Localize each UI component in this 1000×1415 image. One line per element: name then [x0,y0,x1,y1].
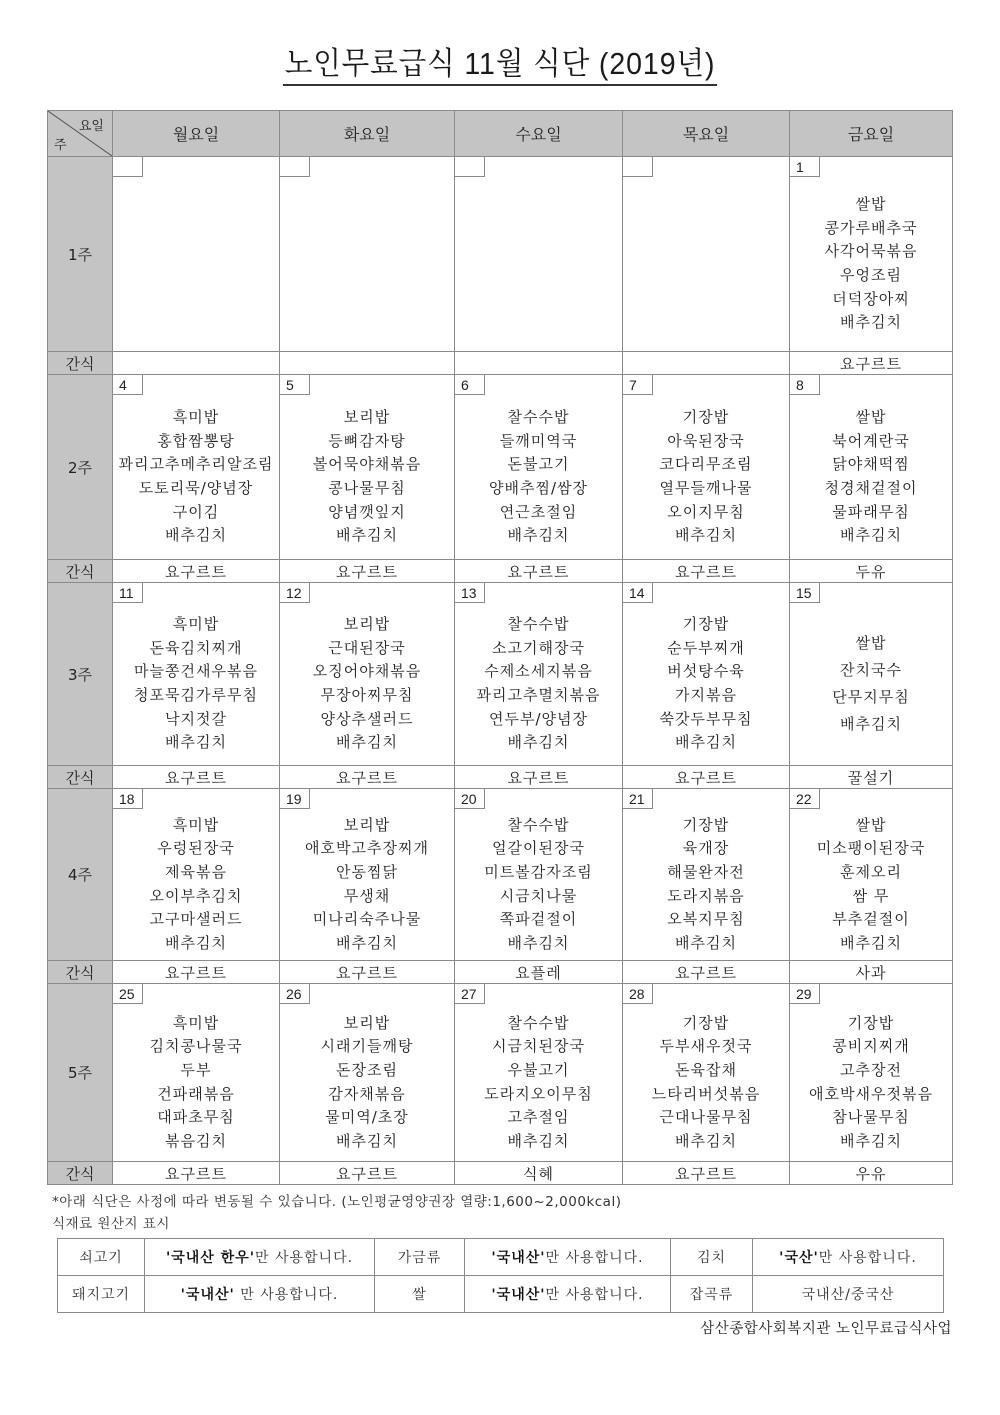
menu-item: 청포묵김가루무침 [134,686,258,704]
menu-item: 들깨미역국 [499,431,578,450]
menu-item: 양배추찜/쌈장 [489,479,588,497]
menu-item: 우엉조림 [840,266,902,284]
menu-items [623,399,789,555]
origin-text: 만 사용합니다. [818,1250,917,1266]
menu-item: 열무들깨나물 [659,479,753,497]
menu-item: 흑미밥 [172,615,220,634]
menu-item: 꽈리고추메추리알조림 [118,455,274,474]
week-row [48,583,953,766]
date-box: 19 [280,789,310,809]
menu-item: 구이김 [172,502,220,521]
day-cell [455,789,623,961]
date-box [455,157,485,177]
week-row [48,789,953,961]
menu-item: 배추김치 [840,313,902,332]
menu-item: 배추김치 [507,526,570,545]
menu-item: 오이부추김치 [149,886,243,905]
menu-item: 시금치된장국 [492,1037,585,1056]
menu-items [455,399,622,555]
origin-value [753,1239,944,1276]
menu-item: 배추김치 [507,1131,570,1150]
footer-organization: 삼산종합사회복지관 노인무료급식사업 [700,1321,952,1337]
weeks-body [48,157,953,1185]
menu-item: 보리밥 [343,1013,391,1032]
menu-items [113,813,279,956]
menu-item: 돈장조림 [336,1060,398,1079]
snack-row [48,961,953,984]
menu-item: 배추김치 [840,526,902,545]
day-cell [280,984,455,1162]
date-box: 12 [280,583,310,603]
menu-item: 소고기해장국 [492,638,585,657]
menu-item: 쌀밥 [855,195,887,214]
menu-item: 배추김치 [675,933,737,952]
snack-cell: 요구르트 [280,560,455,583]
snack-cell: 요구르트 [623,766,790,789]
menu-items [790,813,952,956]
menu-items [455,181,622,347]
menu-item: 수제소세지볶음 [484,662,593,681]
menu-items [623,181,789,347]
origin-text: 만 사용합니다. [234,1287,339,1303]
header-monday: 월요일 [113,111,280,157]
menu-item: 근대된장국 [328,638,406,657]
origin-heading: 식재료 원산지 표시 [52,1216,170,1232]
menu-item: 고구마샐러드 [149,910,243,929]
menu-item: 배추김치 [165,526,227,545]
menu-items [623,813,789,956]
menu-item: 볶음김치 [165,1131,227,1150]
snack-cell [113,352,280,375]
week-label: 3주 [48,583,113,766]
menu-item: 김치콩나물국 [149,1037,243,1056]
menu-item: 가지볶음 [675,686,737,704]
menu-item: 보리밥 [343,815,391,834]
week-label: 1주 [48,157,113,352]
menu-item: 우렁된장국 [157,839,235,858]
menu-item: 찰수수밥 [507,1013,570,1032]
menu-item: 고추절임 [507,1108,570,1127]
day-cell [113,984,280,1162]
week-label: 2주 [48,375,113,560]
day-cell [790,583,953,766]
menu-item: 기장밥 [682,408,730,427]
menu-item: 연근초절임 [499,502,578,521]
date-box: 22 [790,789,820,809]
day-cell [280,157,455,352]
origin-row [58,1276,944,1313]
menu-item: 쌈 무 [852,886,890,905]
date-box [623,157,653,177]
menu-item: 건파래볶음 [157,1084,235,1103]
corner-day-label: 요일 [78,119,104,134]
date-box: 5 [280,375,310,395]
date-box: 13 [455,583,485,603]
day-cell [790,375,953,560]
day-cell [623,375,790,560]
menu-item: 미나리숙주나물 [312,910,422,929]
day-cell [280,789,455,961]
origin-text: 만 사용합니다. [545,1287,644,1303]
menu-item: 흑미밥 [172,408,220,427]
menu-item: 해물완자전 [667,862,745,881]
menu-item: 배추김치 [840,1131,902,1150]
menu-item: 사각어묵볶음 [824,242,918,261]
date-box: 15 [790,583,820,603]
date-box: 8 [790,375,820,395]
menu-item: 잔치국수 [840,661,902,679]
menu-items [280,1008,454,1157]
date-box [113,157,143,177]
menu-item: 배추김치 [675,733,737,752]
menu-item: 보리밥 [343,408,391,427]
menu-items [455,1008,622,1157]
menu-item: 더덕장아찌 [832,289,910,308]
day-cell [455,984,623,1162]
snack-cell: 요구르트 [790,352,953,375]
menu-item: 부추겉절이 [832,910,910,929]
menu-items [623,607,789,761]
menu-item: 배추김치 [336,1131,398,1150]
menu-items [280,607,454,761]
menu-item: 배추김치 [675,1131,737,1150]
menu-item: 제육볶음 [165,862,227,881]
snack-row [48,1162,953,1185]
menu-item: 오이지무침 [667,502,745,521]
menu-item: 무장아찌무침 [320,686,414,704]
menu-item: 코다리무조림 [659,455,753,474]
snack-cell: 요구르트 [623,961,790,984]
snack-cell: 식혜 [455,1162,623,1185]
date-box: 1 [790,157,820,177]
menu-items [280,813,454,956]
snack-cell: 요구르트 [455,560,623,583]
snack-row [48,766,953,789]
menu-item: 배추김치 [840,715,902,733]
menu-items [790,1008,952,1157]
snack-cell: 요구르트 [113,1162,280,1185]
origin-value [145,1239,375,1276]
menu-item: 쌀밥 [855,634,887,652]
menu-item: 쌀밥 [855,815,887,834]
snack-row [48,560,953,583]
menu-item: 콩가루배추국 [824,218,918,237]
snack-cell: 요구르트 [623,560,790,583]
date-box: 21 [623,789,653,809]
origin-value [145,1276,375,1313]
menu-items [790,399,952,555]
menu-item: 대파초무침 [157,1108,235,1127]
origin-text: 만 사용합니다. [255,1250,354,1266]
menu-item: 쪽파겉절이 [499,910,578,929]
menu-item: 쌀밥 [855,408,887,427]
menu-item: 얼갈이된장국 [492,839,585,858]
menu-item: 콩나물무침 [328,479,406,497]
date-box: 14 [623,583,653,603]
date-box: 29 [790,984,820,1004]
snack-cell: 우유 [790,1162,953,1185]
week-row [48,984,953,1162]
header-tuesday: 화요일 [280,111,455,157]
menu-item: 오징어야채볶음 [312,662,422,681]
date-box: 4 [113,375,143,395]
snack-cell [280,352,455,375]
menu-item: 시래기들깨탕 [320,1037,414,1056]
menu-item: 홍합짬뽕탕 [157,431,235,450]
header-wednesday: 수요일 [455,111,623,157]
origin-category: 김치 [671,1239,753,1276]
snack-cell: 사과 [790,961,953,984]
week-row [48,375,953,560]
menu-item: 기장밥 [682,815,730,834]
menu-item: 무생채 [343,886,391,905]
menu-item: 물미역/초장 [325,1108,409,1127]
date-box [280,157,310,177]
day-cell [790,157,953,352]
origin-emphasis: '국내산' [491,1250,546,1266]
menu-item: 물파래무침 [832,502,910,521]
menu-items [455,813,622,956]
origin-table [57,1238,944,1313]
header-row [48,111,953,157]
week-row [48,157,953,352]
menu-item: 단무지무침 [832,688,910,706]
menu-item: 시금치나물 [499,886,578,905]
snack-cell: 요구르트 [113,961,280,984]
snack-cell: 두유 [790,560,953,583]
page-title-text: 노인무료급식 11월 식단 (2019년) [283,38,717,86]
origin-row [58,1239,944,1276]
menu-items [113,607,279,761]
origin-category: 쇠고기 [58,1239,145,1276]
origin-category: 가금류 [375,1239,465,1276]
menu-item: 배추김치 [165,933,227,952]
menu-item: 배추김치 [507,933,570,952]
snack-cell: 요구르트 [113,560,280,583]
menu-item: 도라지오이무침 [484,1084,593,1103]
menu-item: 두부 [180,1060,212,1079]
date-box: 11 [113,583,143,603]
day-cell [113,375,280,560]
menu-item: 기장밥 [847,1013,895,1032]
menu-item: 보리밥 [343,615,391,634]
menu-item: 배추김치 [165,733,227,752]
snack-cell: 요구르트 [280,1162,455,1185]
menu-item: 순두부찌개 [667,638,745,657]
menu-item: 등뼈감자탕 [328,431,406,450]
day-cell [623,984,790,1162]
menu-item: 쑥갓두부무침 [659,709,753,728]
menu-item: 아욱된장국 [667,431,745,450]
menu-item: 미소팽이된장국 [816,839,926,858]
date-box: 28 [623,984,653,1004]
menu-item: 육개장 [682,839,730,858]
menu-item: 고추장전 [840,1060,902,1079]
origin-emphasis: '국산' [779,1250,819,1266]
menu-item: 오복지무침 [667,910,745,929]
origin-category: 돼지고기 [58,1276,145,1313]
menu-item: 꽈리고추멸치볶음 [476,686,601,704]
snack-cell: 요구르트 [280,961,455,984]
day-cell [623,583,790,766]
menu-items [113,399,279,555]
snack-cell: 꿀설기 [790,766,953,789]
day-cell [455,583,623,766]
menu-item: 도토리묵/양념장 [138,479,254,497]
origin-text: 국내산/중국산 [801,1287,895,1303]
menu-item: 양상추샐러드 [320,709,414,728]
corner-header [48,111,113,157]
menu-item: 양념깻잎지 [328,502,406,521]
snack-row [48,352,953,375]
snack-label: 간식 [48,352,113,375]
origin-category: 쌀 [375,1276,465,1313]
origin-text: 만 사용합니다. [545,1250,644,1266]
menu-item: 돈불고기 [507,455,570,474]
menu-item: 두부새우젓국 [659,1037,753,1056]
menu-item: 근대나물무침 [659,1108,753,1127]
notice-line: *아래 식단은 사정에 따라 변동될 수 있습니다. (노인평균영양권장 열량:1,600~2,000kcal) [52,1194,622,1210]
date-box: 27 [455,984,485,1004]
menu-item: 배추김치 [336,933,398,952]
menu-item: 돈육잡채 [675,1060,737,1079]
menu-item: 청경채겉절이 [824,479,918,497]
menu-item: 도라지볶음 [667,886,745,905]
menu-item: 기장밥 [682,1013,730,1032]
menu-items [113,1008,279,1157]
header-friday: 금요일 [790,111,953,157]
menu-items [280,181,454,347]
menu-item: 흑미밥 [172,1013,220,1032]
day-cell [455,375,623,560]
snack-cell [455,352,623,375]
day-cell [280,375,455,560]
menu-item: 배추김치 [675,526,737,545]
day-cell [113,583,280,766]
origin-emphasis: '국내산' [491,1287,546,1303]
snack-cell: 요구르트 [280,766,455,789]
menu-item: 콩비지찌개 [832,1037,910,1056]
menu-item: 훈제오리 [840,862,902,881]
day-cell [790,789,953,961]
menu-item: 배추김치 [507,733,570,752]
menu-item: 느타리버섯볶음 [651,1084,761,1103]
day-cell [455,157,623,352]
menu-item: 배추김치 [336,733,398,752]
menu-item: 돈육김치찌개 [149,638,243,657]
origin-value [753,1276,944,1313]
menu-item: 북어계란국 [832,431,910,450]
day-cell [113,789,280,961]
snack-cell: 요구르트 [623,1162,790,1185]
date-box: 26 [280,984,310,1004]
menu-item: 낙지젓갈 [165,709,227,728]
date-box: 7 [623,375,653,395]
menu-items [790,181,952,347]
menu-item: 애호박새우젓볶음 [809,1084,933,1103]
origin-emphasis: '국내산' [180,1287,235,1303]
menu-item: 애호박고추장찌개 [305,839,429,858]
origin-emphasis: '국내산 한우' [165,1250,256,1266]
day-cell [790,984,953,1162]
menu-item: 감자채볶음 [328,1084,406,1103]
snack-cell [623,352,790,375]
week-label: 5주 [48,984,113,1162]
snack-cell: 요플레 [455,961,623,984]
menu-item: 닭야채떡찜 [832,455,910,474]
snack-cell: 요구르트 [113,766,280,789]
snack-label: 간식 [48,766,113,789]
menu-item: 찰수수밥 [507,815,570,834]
menu-item: 우불고기 [507,1060,570,1079]
snack-label: 간식 [48,1162,113,1185]
menu-item: 흑미밥 [172,815,220,834]
day-cell [280,583,455,766]
menu-item: 버섯탕수육 [667,662,745,681]
header-thursday: 목요일 [623,111,790,157]
date-box: 20 [455,789,485,809]
page-title [0,38,1000,86]
menu-item: 찰수수밥 [507,615,570,634]
day-cell [113,157,280,352]
day-cell [623,157,790,352]
origin-value [465,1239,671,1276]
date-box: 18 [113,789,143,809]
menu-items [623,1008,789,1157]
date-box: 25 [113,984,143,1004]
menu-item: 참나물무침 [832,1108,910,1127]
menu-item: 연두부/양념장 [489,709,588,728]
day-cell [623,789,790,961]
snack-cell: 요구르트 [455,766,623,789]
snack-label: 간식 [48,560,113,583]
menu-table [47,110,953,1185]
menu-item: 미트볼감자조림 [484,862,593,881]
corner-week-label: 주 [54,138,67,153]
snack-label: 간식 [48,961,113,984]
menu-item: 찰수수밥 [507,408,570,427]
menu-items [455,607,622,761]
menu-item: 볼어묵야채볶음 [312,455,422,474]
menu-items [790,607,952,761]
menu-item: 배추김치 [336,526,398,545]
origin-value [465,1276,671,1313]
origin-category: 잡곡류 [671,1276,753,1313]
week-label: 4주 [48,789,113,961]
menu-item: 마늘쫑건새우볶음 [134,662,258,681]
menu-items [113,181,279,347]
menu-item: 기장밥 [682,615,730,634]
menu-item: 안동찜닭 [336,862,398,881]
menu-items [280,399,454,555]
date-box: 6 [455,375,485,395]
menu-item: 배추김치 [840,933,902,952]
